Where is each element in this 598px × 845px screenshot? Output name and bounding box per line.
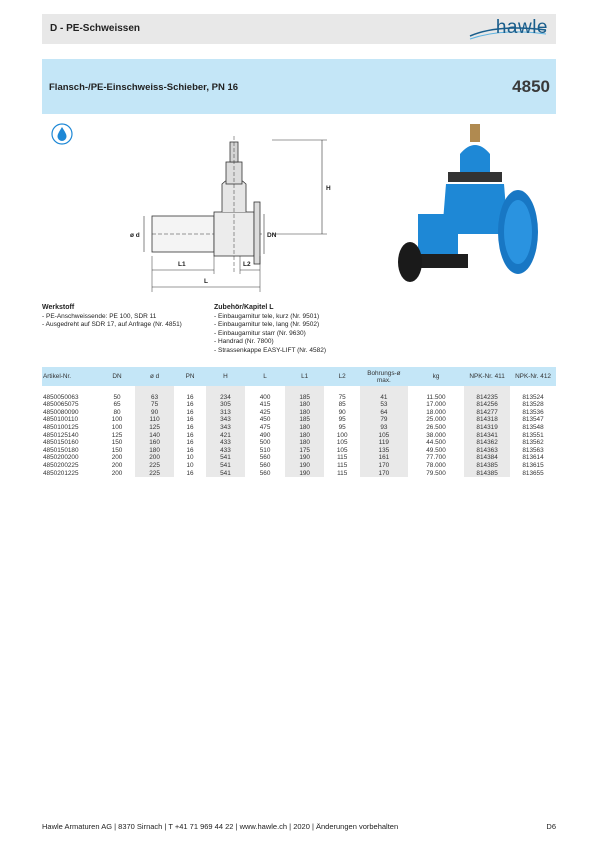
table-cell: 813562 bbox=[522, 439, 544, 447]
table-row bbox=[42, 462, 556, 470]
table-cell: 16 bbox=[186, 446, 194, 454]
table-cell: 4850150180 bbox=[43, 446, 79, 454]
table-cell: 140 bbox=[135, 432, 175, 440]
table-cell: 180 bbox=[135, 447, 175, 455]
table-cell: 16 bbox=[186, 439, 194, 447]
table-cell: 170 bbox=[360, 462, 408, 470]
table-cell: 80 bbox=[113, 408, 121, 416]
table-row bbox=[42, 416, 556, 424]
table-cell: 180 bbox=[285, 432, 325, 440]
list-item: - Einbaugarnitur tele, kurz (Nr. 9501) bbox=[214, 313, 414, 322]
werkstoff-block bbox=[42, 304, 207, 330]
table-cell: 4850200200 bbox=[43, 454, 79, 462]
table-cell: 200 bbox=[111, 461, 123, 469]
table-cell: 150 bbox=[111, 439, 123, 447]
table-cell: 813548 bbox=[522, 423, 544, 431]
table-cell: 814318 bbox=[464, 416, 510, 424]
col-header: DN bbox=[99, 367, 134, 386]
col-header: NPK-Nr. 411 bbox=[464, 367, 510, 386]
table-row bbox=[42, 424, 556, 432]
table-cell: 814235 bbox=[464, 394, 510, 402]
table-cell: 135 bbox=[360, 447, 408, 455]
table-cell: 305 bbox=[206, 401, 246, 409]
table-cell: 813655 bbox=[522, 469, 544, 477]
list-item: - PE-Anschweissende: PE 100, SDR 11 bbox=[42, 313, 207, 322]
table-cell: 170 bbox=[360, 470, 408, 478]
table-cell: 4850100110 bbox=[43, 416, 79, 424]
table-cell: 343 bbox=[206, 416, 246, 424]
table-cell: 75 bbox=[338, 393, 346, 401]
table-cell: 433 bbox=[206, 439, 246, 447]
table-cell: 813615 bbox=[522, 461, 544, 469]
table-cell: 421 bbox=[206, 432, 246, 440]
table-cell: 105 bbox=[336, 446, 348, 454]
zubehoer-block bbox=[214, 304, 414, 356]
table-cell: 125 bbox=[111, 431, 123, 439]
col-header: L bbox=[245, 367, 285, 386]
technical-drawing bbox=[122, 124, 342, 294]
table-cell: 16 bbox=[186, 423, 194, 431]
table-cell: 110 bbox=[135, 416, 175, 424]
article-table bbox=[42, 367, 556, 477]
table-cell: 100 bbox=[111, 416, 123, 424]
table-cell: 813528 bbox=[522, 401, 544, 409]
table-cell: 185 bbox=[285, 394, 325, 402]
table-cell: 180 bbox=[285, 401, 325, 409]
table-cell: 93 bbox=[360, 424, 408, 432]
table-cell: 343 bbox=[206, 424, 246, 432]
table-cell: 38.000 bbox=[426, 431, 446, 439]
table-cell: 100 bbox=[111, 423, 123, 431]
table-cell: 813614 bbox=[522, 454, 544, 462]
table-cell: 44.500 bbox=[426, 439, 446, 447]
dim-label-l: L bbox=[204, 278, 208, 285]
table-cell: 16 bbox=[186, 431, 194, 439]
table-cell: 813563 bbox=[522, 446, 544, 454]
table-cell: 190 bbox=[285, 470, 325, 478]
table-cell: 175 bbox=[285, 447, 325, 455]
header-bar bbox=[42, 14, 556, 44]
table-cell: 814256 bbox=[464, 401, 510, 409]
table-cell: 53 bbox=[360, 401, 408, 409]
dim-label-l2: L2 bbox=[243, 261, 251, 268]
table-cell: 560 bbox=[259, 454, 271, 462]
table-cell: 541 bbox=[206, 454, 246, 462]
table-cell: 490 bbox=[259, 431, 271, 439]
table-cell: 234 bbox=[206, 394, 246, 402]
table-cell: 95 bbox=[338, 423, 346, 431]
dim-label-dn: DN bbox=[267, 232, 277, 239]
list-item: - Strassenkappe EASY-LIFT (Nr. 4582) bbox=[214, 347, 414, 356]
table-cell: 4850200225 bbox=[43, 461, 79, 469]
table-cell: 63 bbox=[135, 394, 175, 402]
article-table-body bbox=[42, 386, 556, 477]
table-row bbox=[42, 447, 556, 455]
table-cell: 200 bbox=[135, 454, 175, 462]
list-item: - Handrad (Nr. 7800) bbox=[214, 338, 414, 347]
table-cell: 814385 bbox=[464, 470, 510, 478]
table-cell: 560 bbox=[259, 461, 271, 469]
table-cell: 25.000 bbox=[426, 416, 446, 424]
dim-label-l1: L1 bbox=[178, 261, 186, 268]
table-cell: 41 bbox=[360, 394, 408, 402]
col-header: Artikel-Nr. bbox=[42, 367, 99, 386]
table-cell: 813551 bbox=[522, 431, 544, 439]
table-cell: 16 bbox=[186, 401, 194, 409]
table-cell: 200 bbox=[111, 469, 123, 477]
dim-label-od: ø d bbox=[130, 232, 140, 239]
table-cell: 90 bbox=[135, 409, 175, 417]
table-cell: 4850050063 bbox=[43, 393, 79, 401]
table-cell: 115 bbox=[337, 461, 348, 469]
table-cell: 190 bbox=[285, 462, 325, 470]
table-cell: 180 bbox=[285, 409, 325, 417]
table-cell: 433 bbox=[206, 447, 246, 455]
table-cell: 4850125140 bbox=[43, 431, 79, 439]
table-cell: 150 bbox=[111, 446, 123, 454]
table-cell: 541 bbox=[206, 462, 246, 470]
table-cell: 560 bbox=[259, 469, 271, 477]
table-row bbox=[42, 409, 556, 417]
table-cell: 4850100125 bbox=[43, 423, 79, 431]
list-item: - Ausgedreht auf SDR 17, auf Anfrage (Nr. 4851) bbox=[42, 321, 207, 330]
product-title: Flansch-/PE-Einschweiss-Schieber, PN 16 bbox=[49, 82, 239, 93]
table-cell: 814319 bbox=[464, 424, 510, 432]
table-cell: 78.000 bbox=[426, 461, 446, 469]
table-cell: 79.500 bbox=[426, 469, 446, 477]
table-cell: 10 bbox=[186, 461, 194, 469]
dim-label-h: H bbox=[326, 185, 331, 192]
table-cell: 11.500 bbox=[426, 393, 446, 401]
col-header: H bbox=[206, 367, 246, 386]
table-cell: 75 bbox=[135, 401, 175, 409]
table-cell: 77.700 bbox=[426, 454, 446, 462]
table-row bbox=[42, 439, 556, 447]
table-cell: 190 bbox=[285, 454, 325, 462]
table-row bbox=[42, 401, 556, 409]
col-header: NPK-Nr. 412 bbox=[510, 367, 556, 386]
col-header: ø d bbox=[135, 367, 175, 386]
table-cell: 4850080090 bbox=[43, 408, 79, 416]
col-header: Bohrungs-ø max. bbox=[360, 367, 408, 386]
table-cell: 119 bbox=[360, 439, 408, 447]
page-number: D6 bbox=[546, 822, 556, 831]
table-cell: 125 bbox=[135, 424, 175, 432]
table-cell: 813524 bbox=[522, 393, 544, 401]
logo-text: hawle bbox=[495, 17, 548, 38]
table-row bbox=[42, 394, 556, 402]
table-cell: 4850201225 bbox=[43, 469, 79, 477]
water-drop-icon bbox=[51, 123, 73, 145]
list-item: - Einbaugarnitur tele, lang (Nr. 9502) bbox=[214, 321, 414, 330]
table-cell: 10 bbox=[186, 454, 194, 462]
table-cell: 100 bbox=[336, 431, 348, 439]
table-cell: 450 bbox=[259, 416, 271, 424]
footer-text: Hawle Armaturen AG | 8370 Sirnach | T +41 71 969 44 22 | www.hawle.ch | 2020 | Änderungen vorbehalten bbox=[42, 822, 399, 831]
hawle-logo[interactable] bbox=[468, 16, 548, 42]
table-row bbox=[42, 432, 556, 440]
table-cell: 814363 bbox=[464, 447, 510, 455]
werkstoff-list bbox=[42, 313, 207, 330]
table-cell: 95 bbox=[338, 416, 346, 424]
table-cell: 50 bbox=[113, 393, 121, 401]
table-cell: 16 bbox=[186, 408, 194, 416]
zubehoer-title: Zubehör/Kapitel L bbox=[214, 304, 274, 311]
col-header: L1 bbox=[285, 367, 325, 386]
table-cell: 225 bbox=[135, 462, 175, 470]
table-cell: 160 bbox=[135, 439, 175, 447]
table-row bbox=[42, 470, 556, 478]
table-cell: 425 bbox=[259, 408, 271, 416]
product-band bbox=[42, 59, 556, 114]
table-cell: 90 bbox=[338, 408, 346, 416]
table-cell: 475 bbox=[259, 423, 271, 431]
table-cell: 180 bbox=[285, 424, 325, 432]
table-cell: 115 bbox=[337, 469, 348, 477]
table-cell: 541 bbox=[206, 470, 246, 478]
werkstoff-title: Werkstoff bbox=[42, 304, 75, 311]
table-cell: 400 bbox=[259, 393, 271, 401]
table-cell: 161 bbox=[360, 454, 408, 462]
product-number: 4850 bbox=[512, 77, 550, 96]
table-cell: 814385 bbox=[464, 462, 510, 470]
table-cell: 813547 bbox=[522, 416, 544, 424]
table-cell: 415 bbox=[259, 401, 271, 409]
table-cell: 64 bbox=[360, 409, 408, 417]
table-cell: 813536 bbox=[522, 408, 544, 416]
table-cell: 16 bbox=[186, 393, 194, 401]
table-cell: 500 bbox=[259, 439, 271, 447]
col-header: PN bbox=[174, 367, 205, 386]
table-row bbox=[42, 454, 556, 462]
table-cell: 180 bbox=[285, 439, 325, 447]
table-cell: 814384 bbox=[464, 454, 510, 462]
table-cell: 85 bbox=[338, 401, 346, 409]
table-cell: 16 bbox=[186, 469, 194, 477]
list-item: - Einbaugarnitur starr (Nr. 9630) bbox=[214, 330, 414, 339]
table-cell: 65 bbox=[113, 401, 121, 409]
table-cell: 814362 bbox=[464, 439, 510, 447]
table-cell: 200 bbox=[111, 454, 123, 462]
table-cell: 17.000 bbox=[426, 401, 446, 409]
zubehoer-list bbox=[214, 313, 414, 356]
section-title: D - PE-Schweissen bbox=[50, 23, 141, 34]
table-cell: 185 bbox=[285, 416, 325, 424]
product-photo bbox=[378, 114, 556, 296]
table-cell: 16 bbox=[186, 416, 194, 424]
table-cell: 105 bbox=[360, 432, 408, 440]
table-cell: 313 bbox=[206, 409, 246, 417]
table-cell: 26.500 bbox=[426, 423, 446, 431]
col-header: L2 bbox=[324, 367, 359, 386]
table-cell: 4850150160 bbox=[43, 439, 79, 447]
table-cell: 225 bbox=[135, 470, 175, 478]
table-cell: 814341 bbox=[464, 432, 510, 440]
table-cell: 510 bbox=[259, 446, 271, 454]
table-cell: 814277 bbox=[464, 409, 510, 417]
product-image-panel bbox=[42, 114, 556, 296]
table-cell: 4850065075 bbox=[43, 401, 79, 409]
table-cell: 115 bbox=[337, 454, 348, 462]
table-cell: 18.000 bbox=[426, 408, 446, 416]
table-header-row bbox=[42, 367, 556, 386]
table-cell: 79 bbox=[360, 416, 408, 424]
spacer-row bbox=[42, 386, 556, 394]
table-cell: 105 bbox=[336, 439, 348, 447]
table-cell: 49.500 bbox=[426, 446, 446, 454]
col-header: kg bbox=[408, 367, 464, 386]
